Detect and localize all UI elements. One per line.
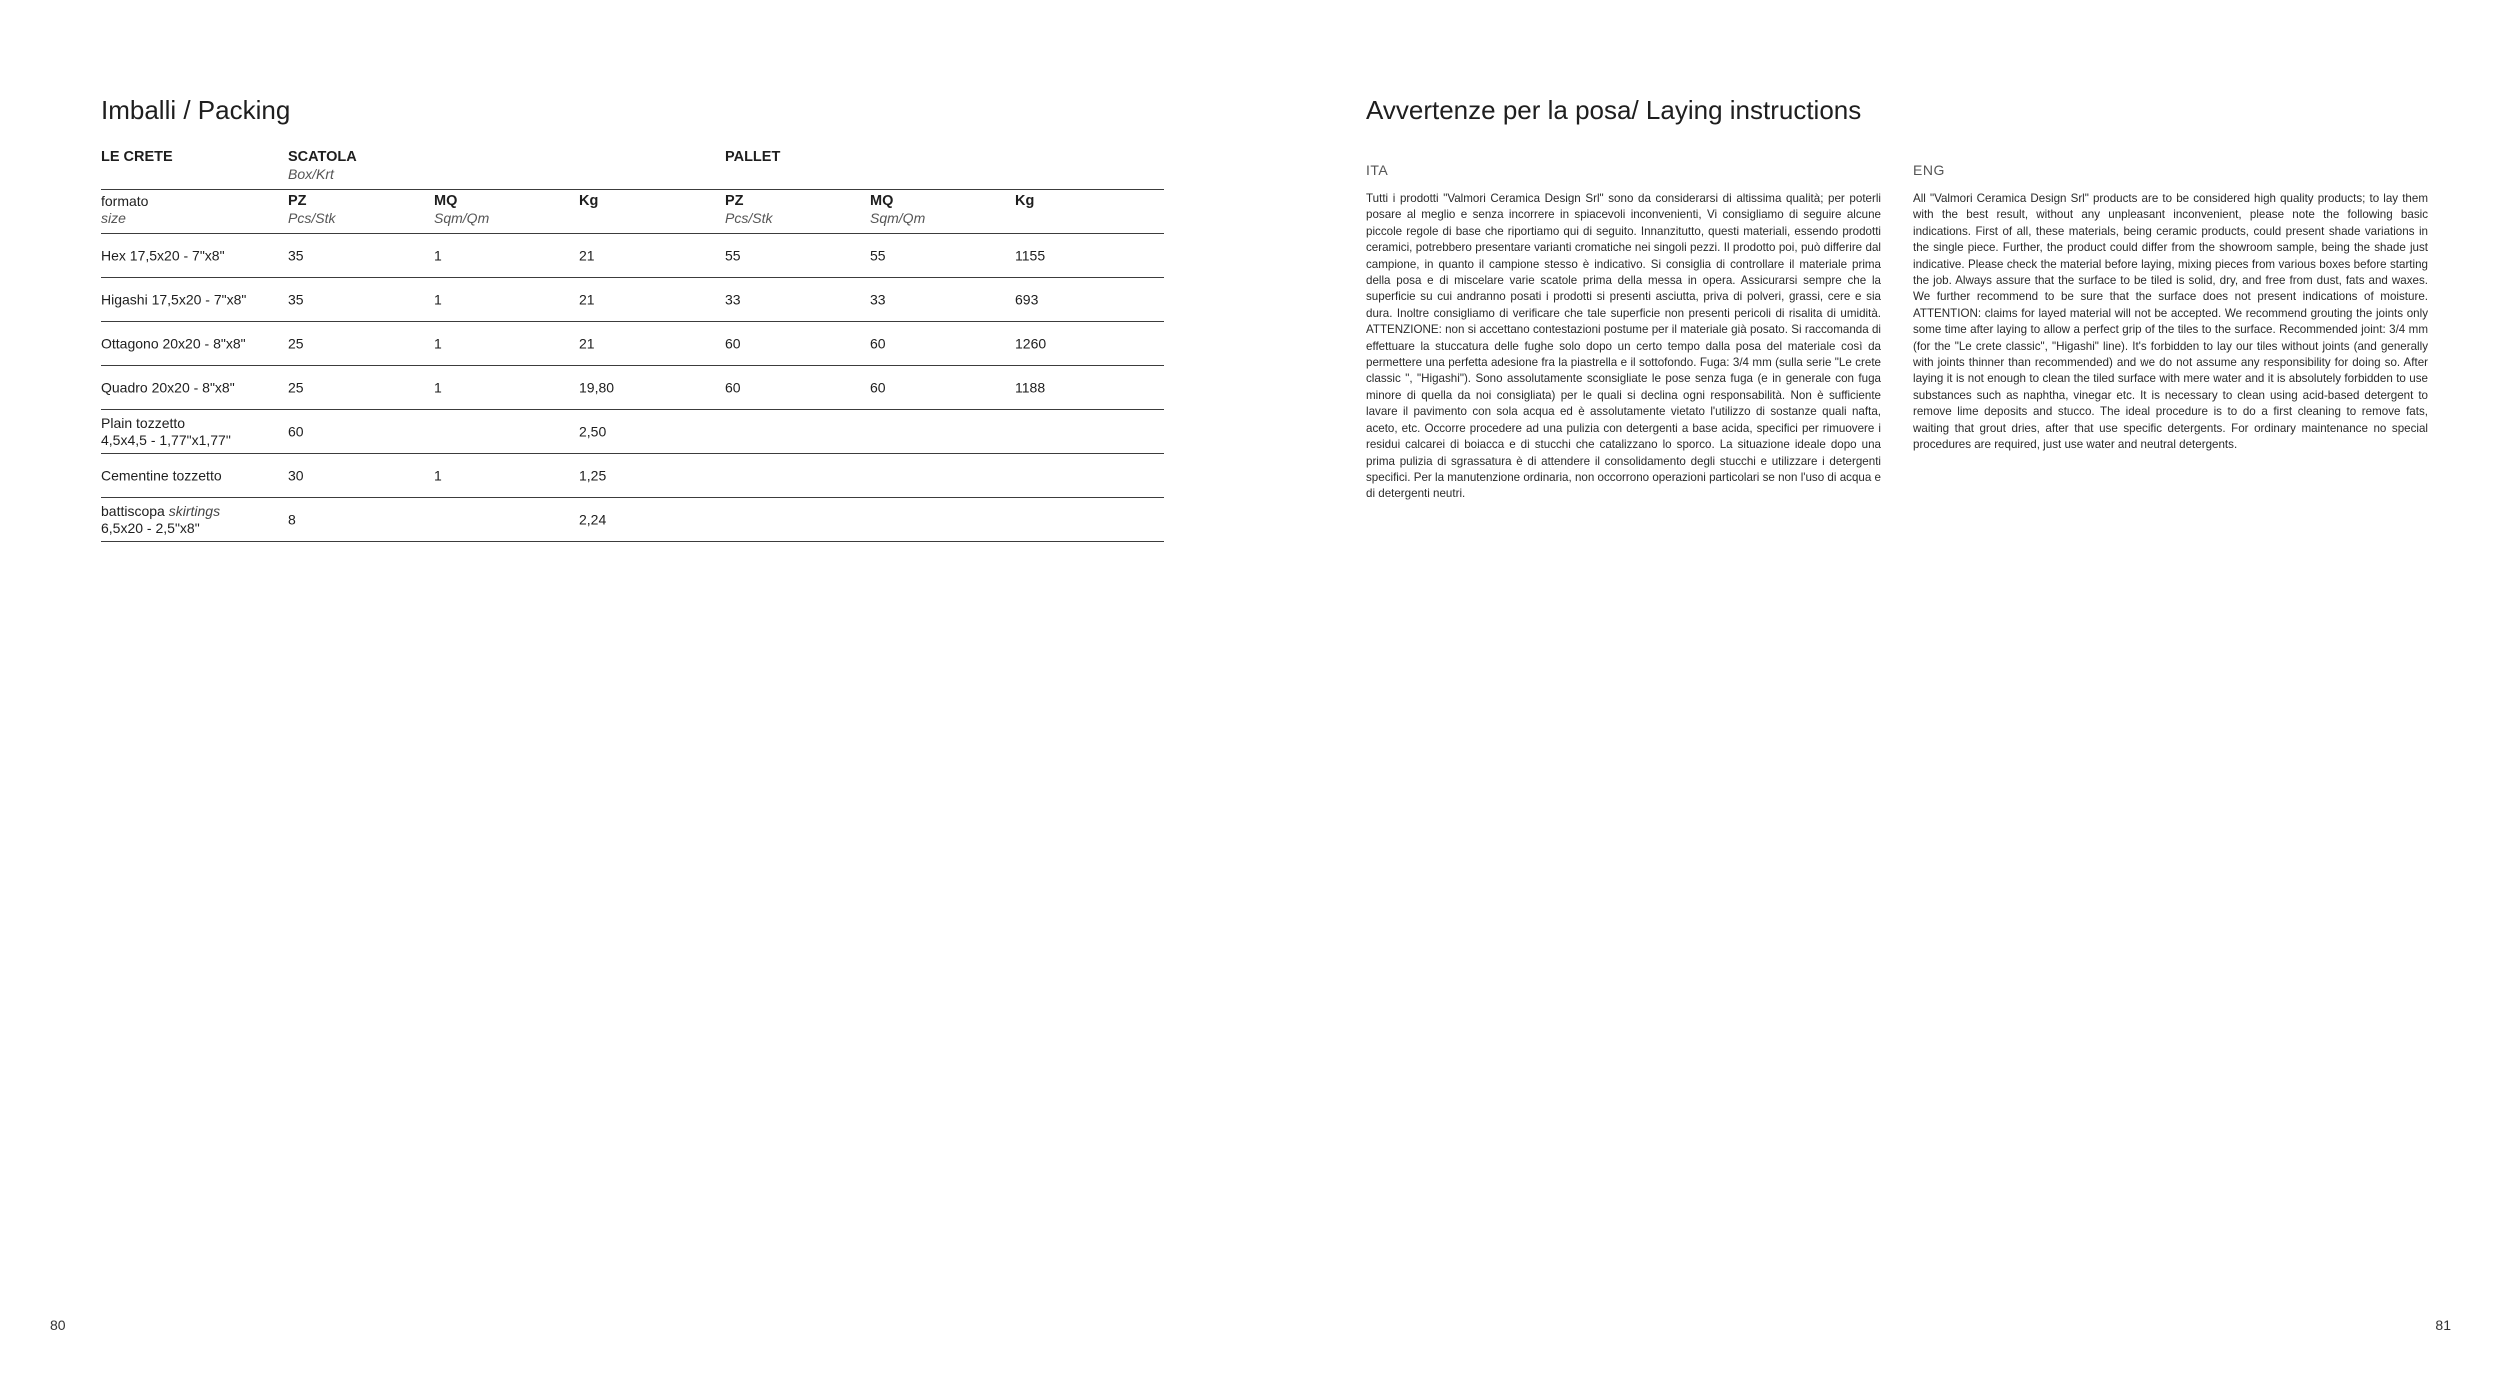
pallet-mq-cell: 33 — [870, 291, 886, 307]
format-name: battiscopa — [101, 502, 165, 519]
table-row — [101, 497, 1164, 542]
format-cell — [101, 503, 220, 537]
pallet-mq-label: MQ — [870, 193, 894, 209]
ita-instructions-text: Tutti i prodotti "Valmori Ceramica Design Srl" sono da considerarsi di altissima qualità; per poterli posare al meglio e senza incorrere in spiacevoli inconvenienti, Vi consigliamo di seguire alcune piccole regole di base che riportiamo qui di seguito. Innanzitutto, questi materiali, essendo prodotti ceramici, potrebbero presentare varianti cromatiche nei singoli pezzi. Il prodotto poi, può differire dal campione, in quanto il campione stesso è indicativo. Si consiglia di controllare il materiale prima della posa e di miscelare varie scatole prima della messa in opera. Assicurarsi sempre che la superficie su cui andranno posati i prodotti si presenti asciutta, priva di polveri, grassi, cere e sia dura. Inoltre consigliamo di verificare che tale superficie non presenti pericoli di risalita di umidità. ATTENZIONE: non si accettano contestazioni postume per il materiale già posato. Si raccomanda di effettuare la stuccatura delle fughe solo dopo un certo tempo dalla posa del materiale così da permettere una perfetta adesione fra la piastrella e il sottofondo. Fuga: 3/4 mm (sulla serie "Le crete classic ", "Higashi"). Sono assolutamente sconsigliate le pose senza fuga (e in generale con fuga minore di quella da noi consigliata) per le quali si declina ogni responsabilità. Non è sufficiente lavare il pavimento con sola acqua ed è assolutamente vietato l'utilizzo di sostanze quali nafta, aceto, etc. Occorre procedere ad una pulizia con detergenti a base acida, specifici per rimuovere i residui calcarei di boiacca e di stucchi che catalizzano lo sporco. La situazione ideale dopo una prima pulizia di sgrassatura è di attendere il consolidamento degli stucchi e utilizzare i detergenti specifici. Per la manutenzione ordinaria, non occorrono operazioni particolari se non l'uso di acqua e di detergenti neutri. — [1366, 192, 1881, 501]
box-mq-cell: 1 — [434, 247, 442, 263]
table-row — [101, 277, 1164, 321]
packing-table — [101, 149, 1164, 542]
pallet-pz-cell: 60 — [725, 335, 741, 351]
format-cell — [101, 467, 222, 484]
box-kg-cell: 1,25 — [579, 467, 607, 483]
packing-title: Imballi / Packing — [101, 95, 291, 125]
box-mq-column-header — [434, 193, 489, 227]
format-cell — [101, 379, 235, 396]
pallet-pz-cell: 33 — [725, 291, 741, 307]
pallet-pz-column-header — [725, 193, 772, 227]
format-header-sub: size — [101, 210, 126, 226]
pallet-pz-cell: 55 — [725, 247, 741, 263]
packing-rows — [101, 189, 1164, 542]
box-mq-cell: 1 — [434, 291, 442, 307]
format-header-label: formato — [101, 193, 149, 209]
page-number-right: 81 — [2435, 1317, 2451, 1333]
box-kg-cell: 2,50 — [579, 423, 607, 439]
pallet-mq-column-header — [870, 193, 925, 227]
pallet-kg-cell: 693 — [1015, 291, 1039, 307]
table-row — [101, 365, 1164, 409]
format-column-header — [101, 193, 148, 227]
format-name-line — [101, 503, 220, 520]
format-cell — [101, 335, 246, 352]
box-group-header — [288, 149, 357, 183]
box-header-label: SCATOLA — [288, 149, 357, 165]
box-pz-cell: 25 — [288, 335, 304, 351]
box-pz-column-header — [288, 193, 335, 227]
table-row — [101, 409, 1164, 453]
box-kg-cell: 21 — [579, 291, 595, 307]
ita-label: ITA — [1366, 162, 1389, 178]
format-cell — [101, 415, 231, 449]
pallet-pz-label: PZ — [725, 193, 744, 209]
format-name: Hex 17,5x20 - 7"x8" — [101, 247, 225, 263]
pallet-mq-sub: Sqm/Qm — [870, 210, 926, 226]
format-cell — [101, 247, 225, 264]
box-pz-label: PZ — [288, 193, 307, 209]
table-row — [101, 233, 1164, 277]
pallet-kg-cell: 1260 — [1015, 335, 1047, 351]
box-kg-cell: 19,80 — [579, 379, 615, 395]
box-mq-cell: 1 — [434, 379, 442, 395]
box-kg-cell: 21 — [579, 335, 595, 351]
box-pz-cell: 8 — [288, 511, 296, 527]
box-header-sub: Box/Krt — [288, 166, 334, 182]
product-line-header: LE CRETE — [101, 149, 173, 165]
format-name: Plain tozzetto — [101, 414, 186, 431]
page-number-left: 80 — [50, 1317, 66, 1333]
pallet-kg-cell: 1155 — [1015, 247, 1046, 263]
eng-label: ENG — [1913, 162, 1945, 178]
format-name: Quadro 20x20 - 8"x8" — [101, 379, 235, 395]
format-name: Ottagono 20x20 - 8"x8" — [101, 335, 246, 351]
box-pz-cell: 60 — [288, 423, 304, 439]
box-pz-cell: 35 — [288, 291, 304, 307]
box-mq-cell: 1 — [434, 467, 442, 483]
table-row — [101, 453, 1164, 497]
box-kg-column-header — [579, 193, 598, 210]
box-mq-cell: 1 — [434, 335, 442, 351]
pallet-pz-cell: 60 — [725, 379, 741, 395]
box-mq-label: MQ — [434, 193, 458, 209]
box-pz-cell: 25 — [288, 379, 304, 395]
pallet-mq-cell: 60 — [870, 379, 886, 395]
format-name: Higashi 17,5x20 - 7"x8" — [101, 291, 247, 307]
format-size: 4,5x4,5 - 1,77"x1,77" — [101, 431, 231, 448]
laying-instructions-title: Avvertenze per la posa/ Laying instructions — [1366, 95, 1862, 125]
pallet-mq-cell: 55 — [870, 247, 886, 263]
box-kg-cell: 2,24 — [579, 511, 607, 527]
pallet-group-header: PALLET — [725, 149, 781, 165]
column-header-row — [101, 189, 1164, 233]
format-name-translation: skirtings — [168, 502, 221, 519]
pallet-kg-column-header — [1015, 193, 1034, 210]
pallet-kg-label: Kg — [1015, 193, 1035, 209]
box-kg-label: Kg — [579, 193, 599, 209]
format-size: 6,5x20 - 2,5"x8" — [101, 519, 200, 536]
box-pz-sub: Pcs/Stk — [288, 210, 336, 226]
format-cell — [101, 291, 246, 308]
format-name: Cementine tozzetto — [101, 467, 222, 483]
pallet-pz-sub: Pcs/Stk — [725, 210, 773, 226]
pallet-kg-cell: 1188 — [1015, 379, 1046, 395]
box-pz-cell: 35 — [288, 247, 304, 263]
packing-group-header — [101, 149, 1164, 189]
box-kg-cell: 21 — [579, 247, 595, 263]
pallet-mq-cell: 60 — [870, 335, 886, 351]
box-pz-cell: 30 — [288, 467, 304, 483]
eng-instructions-text: All "Valmori Ceramica Design Srl" products are to be considered high quality products; to lay them with the best result, without any unpleasant inconvenient, please note the following basic indications. First of all, these materials, being ceramic products, could present shade variations in the single piece. Further, the product could differ from the showroom sample, being the shade just indicative. Please check the material before laying, mixing pieces from various boxes before starting the job. Always assure that the surface to be tiled is solid, dry, and free from dust, fats and waxes. We further recommend to be sure that the surface does not present indications of moisture. ATTENTION: claims for layed material will not be accepted. We recommend grouting the joints only some time after laying to allow a perfect grip of the tiles to the surface. Recommended joint: 3/4 mm (for the "Le crete classic", "Higashi" line). It's forbidden to lay our tiles without joints (and generally with joints thinner than recommended) and we do not assume any responsibility for doing so. After laying it is not enough to clean the tiled surface with mere water and it is absolutely forbidden to use substances such as naphtha, vinegar etc. It is necessary to clean using acid-based detergent to remove lime deposits and stucco. The ideal procedure is to do a first cleaning to remove fats, waiting that grout dries, after that use specific detergents. For ordinary maintenance no special procedures are required, just use water and neutral detergents. — [1913, 192, 2428, 452]
box-mq-sub: Sqm/Qm — [434, 210, 490, 226]
table-row — [101, 321, 1164, 365]
